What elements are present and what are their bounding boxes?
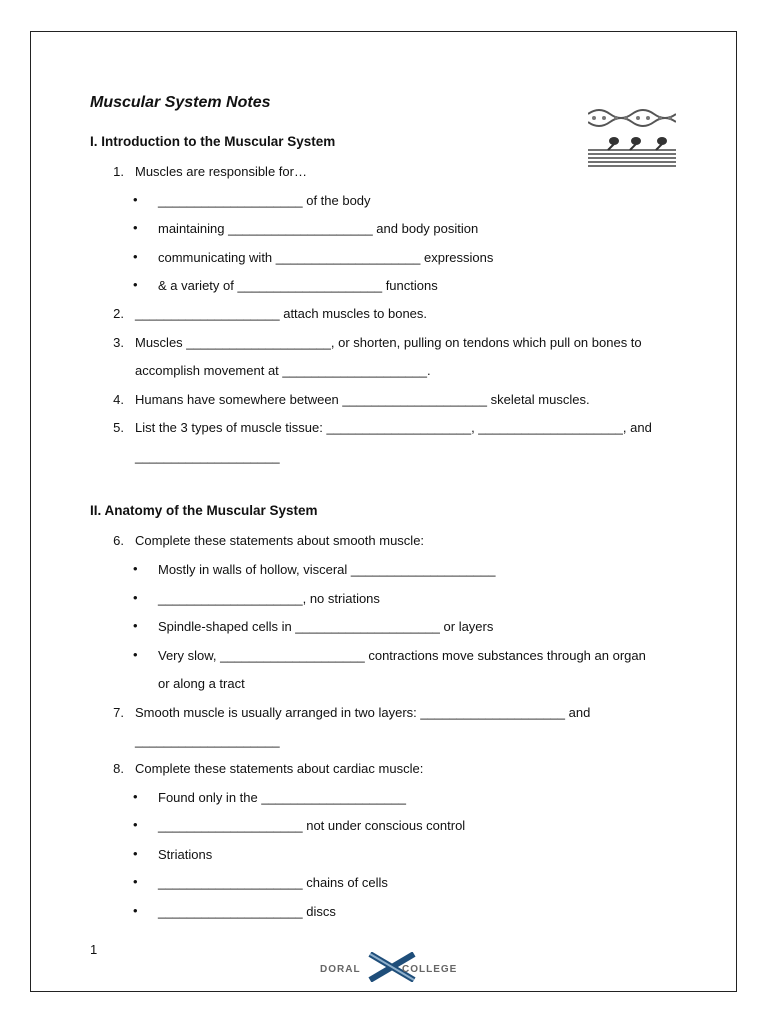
bullet-icon: •	[133, 192, 138, 207]
bullet-text: ____________________ not under conscious control	[158, 818, 466, 833]
item-text: Muscles ____________________, or shorten, pulling on tendons which pull on bones to	[135, 335, 642, 350]
bullet-text: ____________________ of the body	[158, 193, 371, 208]
bullet-text-continued: or along a tract	[158, 676, 245, 691]
item-text: List the 3 types of muscle tissue: ____________________, ____________________, and	[135, 420, 652, 435]
bullet-text: Found only in the ____________________	[158, 790, 406, 805]
bullet-icon: •	[133, 903, 138, 918]
bullet-text: Spindle-shaped cells in ____________________ or layers	[158, 619, 494, 634]
item-number: 7.	[113, 705, 124, 720]
bullet-text: Mostly in walls of hollow, visceral ____________________	[158, 562, 496, 577]
bullet-icon: •	[133, 220, 138, 235]
item-number: 3.	[113, 335, 124, 350]
item-number: 4.	[113, 392, 124, 407]
item-text-continued: ____________________	[135, 733, 280, 748]
svg-text:DORAL: DORAL	[320, 964, 361, 975]
item-number: 2.	[113, 306, 124, 321]
item-text: Muscles are responsible for…	[135, 164, 307, 179]
bullet-text: maintaining ____________________ and body position	[158, 221, 479, 236]
item-text-continued: accomplish movement at ____________________.	[135, 363, 431, 378]
bullet-icon: •	[133, 618, 138, 633]
bullet-icon: •	[133, 277, 138, 292]
item-text: ____________________ attach muscles to bones.	[135, 306, 428, 321]
bullet-text: Striations	[158, 847, 213, 862]
section-2-heading: II. Anatomy of the Muscular System	[90, 503, 318, 518]
page-title: Muscular System Notes	[90, 94, 271, 111]
item-number: 6.	[113, 533, 124, 548]
item-text: Humans have somewhere between ____________________ skeletal muscles.	[135, 392, 590, 407]
svg-text:COLLEGE: COLLEGE	[402, 964, 458, 975]
item-number: 5.	[113, 420, 124, 435]
page-number: 1	[90, 942, 98, 957]
muscle-fiber-illustration	[588, 108, 676, 174]
item-text-continued: ____________________	[135, 449, 280, 464]
bullet-icon: •	[133, 590, 138, 605]
item-text: Smooth muscle is usually arranged in two layers: ____________________ and	[135, 705, 591, 720]
bullet-text: ____________________ chains of cells	[158, 875, 388, 890]
bullet-icon: •	[133, 249, 138, 264]
section-1-heading: I. Introduction to the Muscular System	[90, 134, 336, 149]
bullet-icon: •	[133, 874, 138, 889]
bullet-text: Very slow, ____________________ contractions move substances through an organ	[158, 648, 646, 663]
bullet-text: ____________________ discs	[158, 904, 336, 919]
bullet-text: & a variety of ____________________ functions	[158, 278, 438, 293]
bullet-text: ____________________, no striations	[158, 591, 380, 606]
bullet-text: communicating with ____________________ expressions	[158, 250, 494, 265]
bullet-icon: •	[133, 789, 138, 804]
doral-college-logo	[318, 952, 466, 982]
item-text: Complete these statements about smooth muscle:	[135, 533, 425, 548]
item-text: Complete these statements about cardiac muscle:	[135, 761, 424, 776]
item-number: 8.	[113, 761, 124, 776]
item-number: 1.	[113, 164, 124, 179]
bullet-icon: •	[133, 647, 138, 662]
bullet-icon: •	[133, 846, 138, 861]
bullet-icon: •	[133, 817, 138, 832]
bullet-icon: •	[133, 561, 138, 576]
